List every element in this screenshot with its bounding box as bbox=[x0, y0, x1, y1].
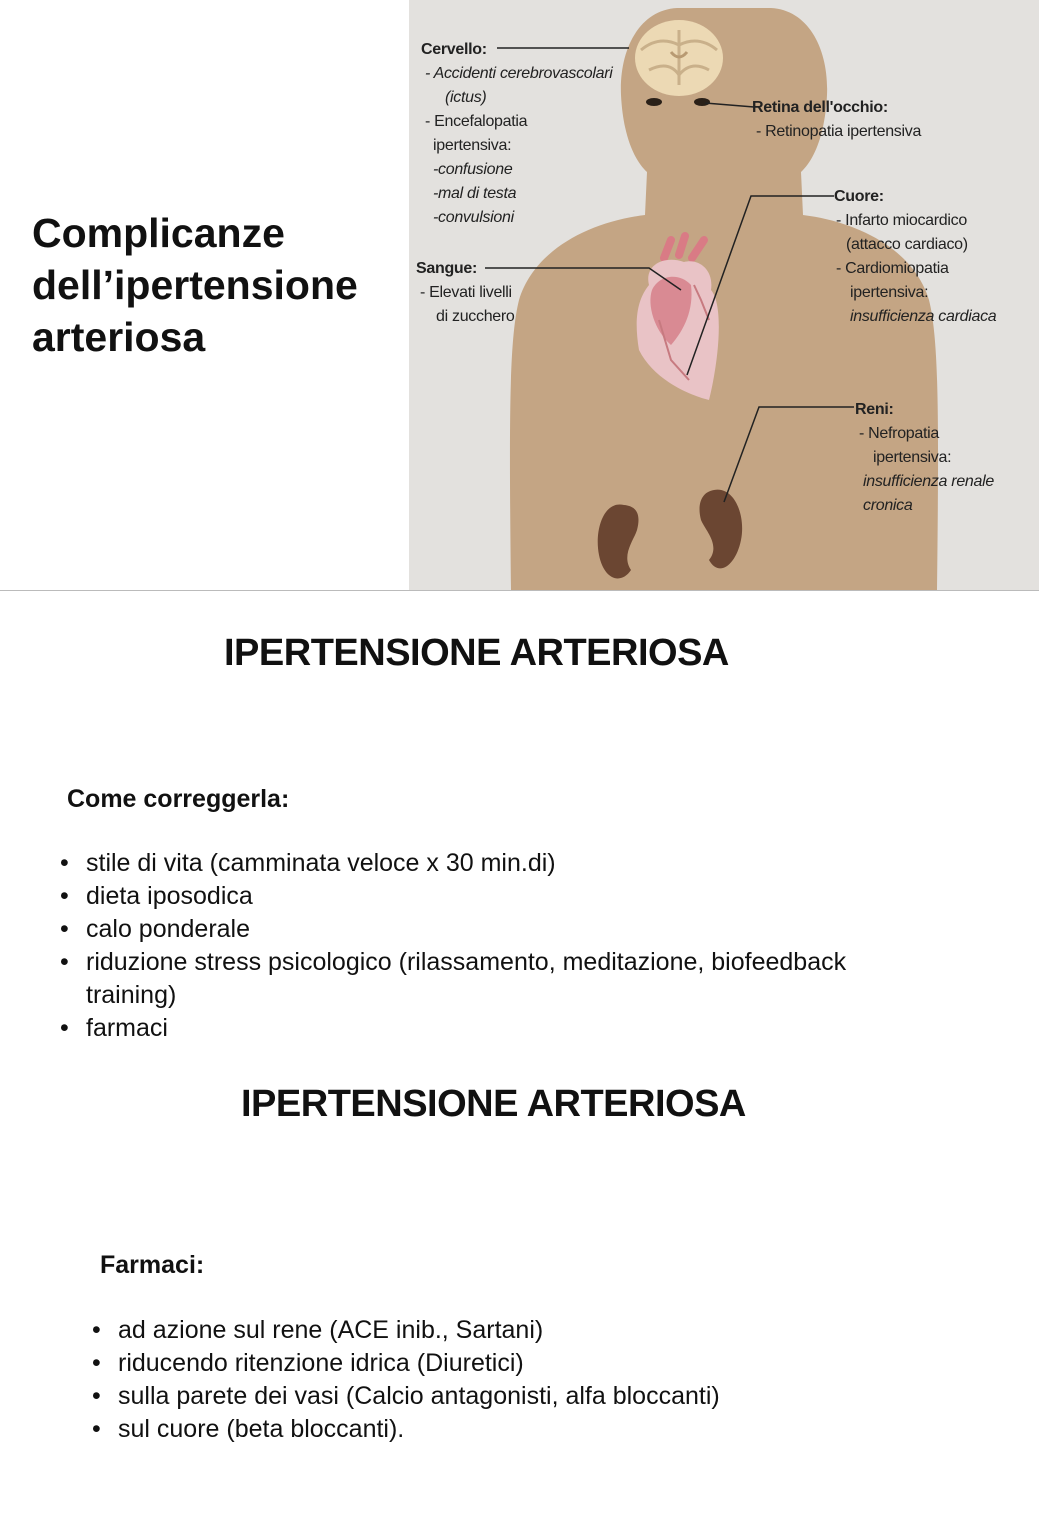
list-item: • sul cuore (beta bloccanti). bbox=[90, 1413, 990, 1446]
brain-icon bbox=[635, 20, 723, 96]
title-line-1: Complicanze bbox=[32, 210, 285, 256]
slide3-list bbox=[90, 1314, 990, 1446]
left-eye-icon bbox=[646, 98, 662, 106]
label-sangue: Sangue: - Elevati livelli di zucchero bbox=[416, 260, 515, 325]
list-item: • farmaci bbox=[58, 1012, 958, 1045]
list-item: • ad azione sul rene (ACE inib., Sartani) bbox=[90, 1314, 990, 1347]
list-item: • calo ponderale bbox=[58, 913, 958, 946]
list-item: • sulla parete dei vasi (Calcio antagonisti, alfa bloccanti) bbox=[90, 1380, 990, 1413]
slide-complicanze bbox=[0, 0, 1039, 590]
body-diagram bbox=[409, 0, 1039, 590]
slide-divider bbox=[0, 590, 1039, 591]
label-cervello: Cervello: - Accidenti cerebrovascolari (ictus) - Encefalopatia ipertensiva: -confusione -mal di testa -convulsioni bbox=[421, 41, 613, 226]
slide2-subheading: Come correggerla: bbox=[67, 785, 290, 813]
list-item: • stile di vita (camminata veloce x 30 min.di) bbox=[58, 847, 958, 880]
title-line-3: arteriosa bbox=[32, 314, 206, 360]
list-item: • riducendo ritenzione idrica (Diuretici) bbox=[90, 1347, 990, 1380]
slide2-list bbox=[58, 847, 958, 1045]
slide3-subheading: Farmaci: bbox=[100, 1251, 205, 1279]
list-item: • riduzione stress psicologico (rilassamento, meditazione, biofeedback training) bbox=[58, 946, 926, 1012]
slide3-heading: IPERTENSIONE ARTERIOSA bbox=[241, 1083, 746, 1125]
slide2-heading: IPERTENSIONE ARTERIOSA bbox=[224, 632, 729, 674]
right-eye-icon bbox=[694, 98, 710, 106]
list-item: • dieta iposodica bbox=[58, 880, 958, 913]
label-retina: Retina dell'occhio: - Retinopatia ipertensiva bbox=[752, 99, 922, 140]
slide-title bbox=[32, 207, 402, 363]
label-cuore: Cuore: - Infarto miocardico (attacco cardiaco) - Cardiomiopatia ipertensiva: insufficienza cardiaca bbox=[834, 188, 997, 325]
title-line-2: dell’ipertensione bbox=[32, 262, 358, 308]
label-reni: Reni: - Nefropatia ipertensiva: insufficienza renale cronica bbox=[855, 401, 994, 514]
